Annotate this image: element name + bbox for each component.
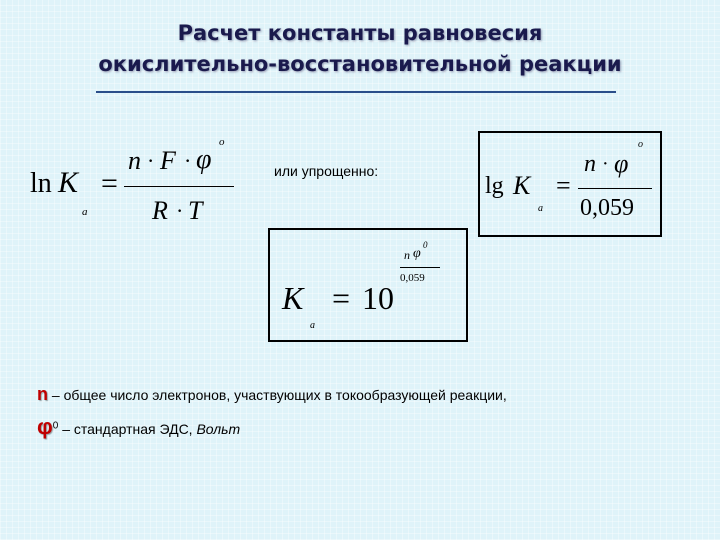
num-superscript: o [219,136,225,148]
num-f: F [160,146,176,175]
fraction-bar [578,188,652,189]
n-description: – общее число электронов, участвующих в токообразующей реакции, [48,387,507,403]
phi-description: – стандартная ЭДС, [58,421,197,437]
slide-title [0,18,720,80]
exp-fraction-bar [400,267,440,268]
power-base: 10 [362,280,394,316]
fraction-bar [124,186,234,187]
k-symbol: K [282,280,304,316]
equals-sign: = [556,171,571,200]
phi-unit: Вольт [196,421,241,437]
denominator: 0,059 [580,195,634,221]
exp-denominator: 0,059 [400,272,425,284]
den-r: R [152,196,168,225]
simplified-note: или упрощенно: [274,163,379,179]
num-dot-2: · [184,148,192,173]
n-symbol: n [37,384,48,404]
exp-n: n [404,248,410,262]
phi-superscript: 0 [52,420,59,432]
equals-sign: = [101,167,118,200]
exp-superscript: 0 [423,240,428,250]
phi-symbol: φ [37,414,53,439]
formula-lg-ka-box [478,131,662,237]
k-subscript: a [310,320,315,331]
den-t: T [188,196,203,225]
lg-text: lg [485,173,504,199]
equals-sign: = [332,280,351,316]
formula-ka-power-box [268,228,468,342]
k-subscript: a [538,203,543,214]
num-n: n [128,146,141,175]
exp-phi: φ [413,246,421,261]
num-phi: φ [196,144,212,175]
ln-text: ln [30,168,52,199]
num-superscript: o [638,139,643,150]
title-underline [96,91,616,93]
num-n: n [584,151,596,177]
num-dot-1: · [147,148,155,173]
k-subscript: a [82,206,88,218]
title-line-2: окислительно-восстановительной реакции [98,52,622,76]
k-symbol: K [513,171,531,200]
k-symbol: K [58,166,79,199]
title-line-1: Расчет константы равновесия [177,21,543,45]
legend-phi [37,414,240,440]
num-phi: φ [614,149,629,178]
num-dot: · [602,153,609,175]
legend-n [37,384,507,405]
den-dot: · [176,198,184,223]
